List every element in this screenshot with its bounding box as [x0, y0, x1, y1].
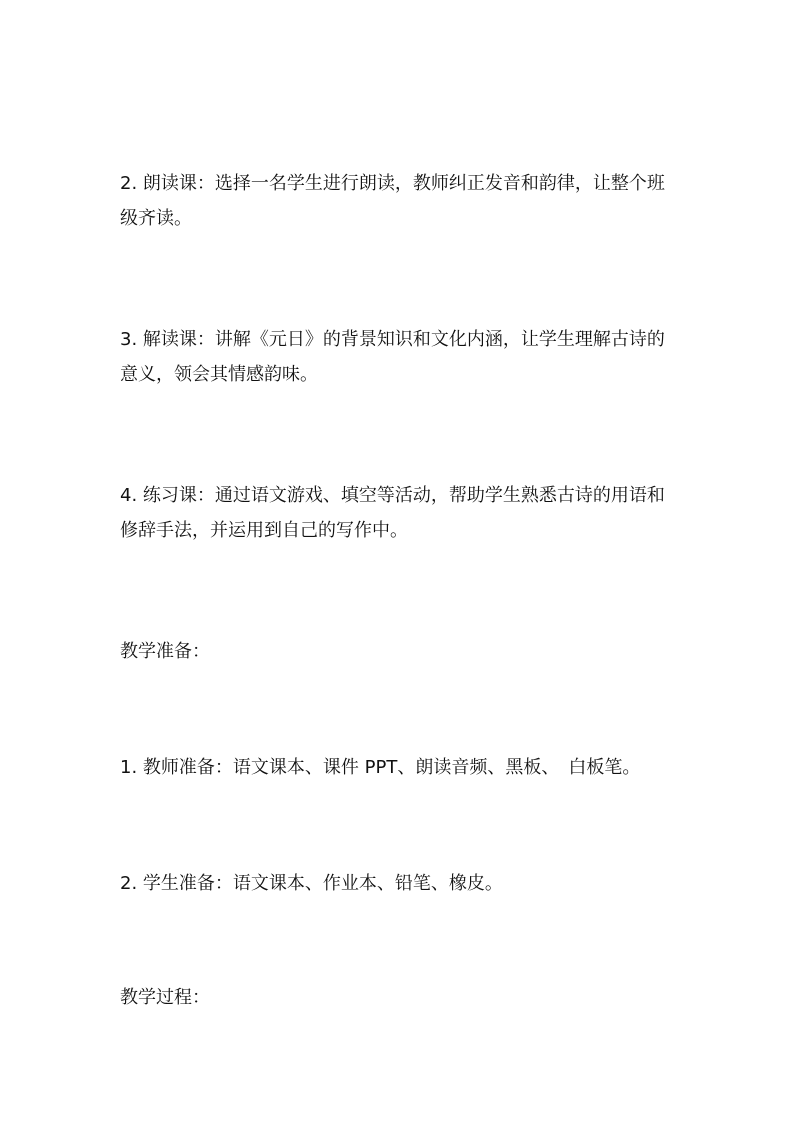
section-heading-preparation: 教学准备：	[120, 641, 210, 662]
lesson-item-reading: 2. 朗读课：选择一名学生进行朗读，教师纠正发音和韵律，让整个班级齐读。	[120, 173, 665, 229]
lesson-item-interpretation: 3. 解读课：讲解《元日》的背景知识和文化内涵，让学生理解古诗的意义，领会其情感韵味。	[120, 329, 665, 385]
section-heading-process: 教学过程：	[120, 987, 210, 1008]
preparation-item-teacher: 1. 教师准备：语文课本、课件 PPT、朗读音频、黑板、 白板笔。	[120, 757, 641, 778]
preparation-item-student: 2. 学生准备：语文课本、作业本、铅笔、橡皮。	[120, 873, 503, 894]
lesson-item-practice: 4. 练习课：通过语文游戏、填空等活动，帮助学生熟悉古诗的用语和修辞手法，并运用到自己的写作中。	[120, 485, 665, 541]
